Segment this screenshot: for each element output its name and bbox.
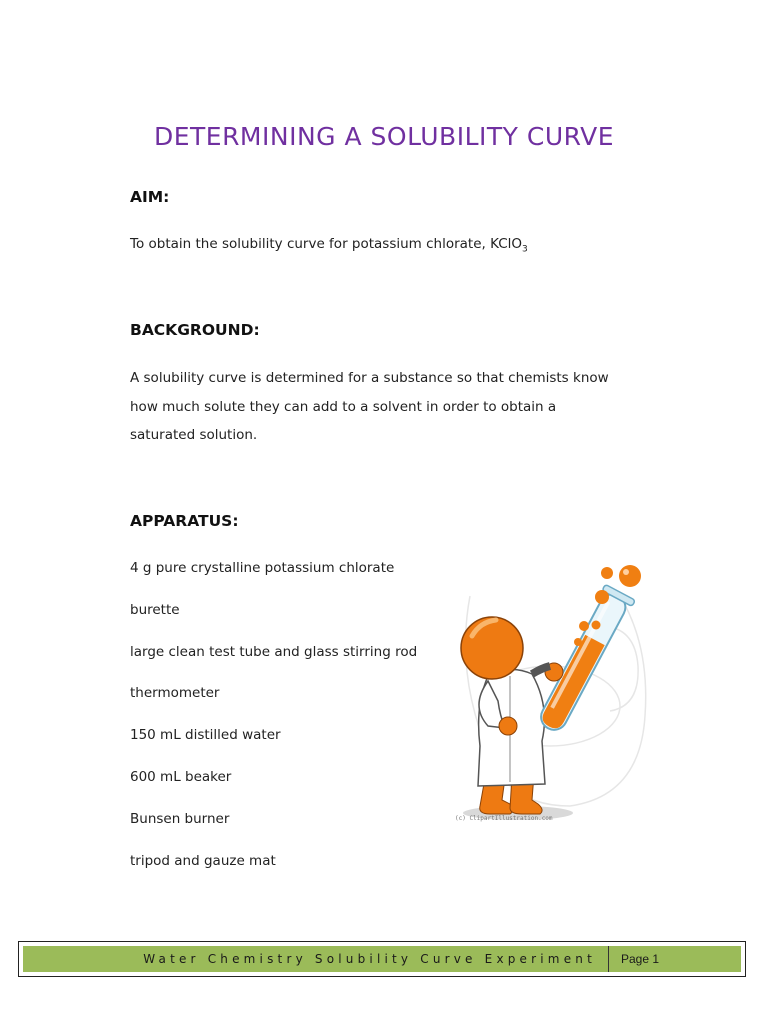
apparatus-item: 600 mL beaker: [130, 768, 232, 785]
aim-text-main: To obtain the solubility curve for potassium chlorate, KClO: [130, 236, 523, 252]
apparatus-item: tripod and gauze mat: [130, 852, 276, 869]
background-line: saturated solution.: [130, 427, 258, 443]
apparatus-item: burette: [130, 601, 180, 618]
footer-title: Water Chemistry Solubility Curve Experiment: [143, 952, 596, 966]
scientist-with-test-tube-icon: [450, 556, 660, 828]
apparatus-heading: APPARATUS:: [130, 512, 239, 530]
aim-heading: AIM:: [130, 188, 170, 206]
apparatus-item: 150 mL distilled water: [130, 727, 281, 744]
document-title: DETERMINING A SOLUBILITY CURVE: [153, 122, 615, 151]
apparatus-list: [130, 557, 417, 891]
apparatus-item: 4 g pure crystalline potassium chlorate: [130, 560, 395, 576]
page-number: Page 1: [621, 952, 660, 966]
footer-title-cell: [23, 946, 609, 972]
footer-page-cell: [609, 946, 741, 972]
aim-text: [130, 236, 528, 255]
illustration-credit: (c) ClipartIllustration.com: [455, 815, 553, 822]
background-line: A solubility curve is determined for a substance so that chemists know: [130, 370, 609, 386]
aim-text-subscript: 3: [522, 244, 528, 255]
apparatus-item: large clean test tube and glass stirring rod: [130, 643, 418, 660]
background-paragraph: [130, 364, 640, 450]
apparatus-item: thermometer: [130, 685, 220, 702]
background-heading: BACKGROUND:: [130, 321, 260, 339]
apparatus-item: Bunsen burner: [130, 810, 230, 827]
background-line: how much solute they can add to a solvent in order to obtain a: [130, 398, 557, 415]
page-footer: [18, 941, 746, 977]
